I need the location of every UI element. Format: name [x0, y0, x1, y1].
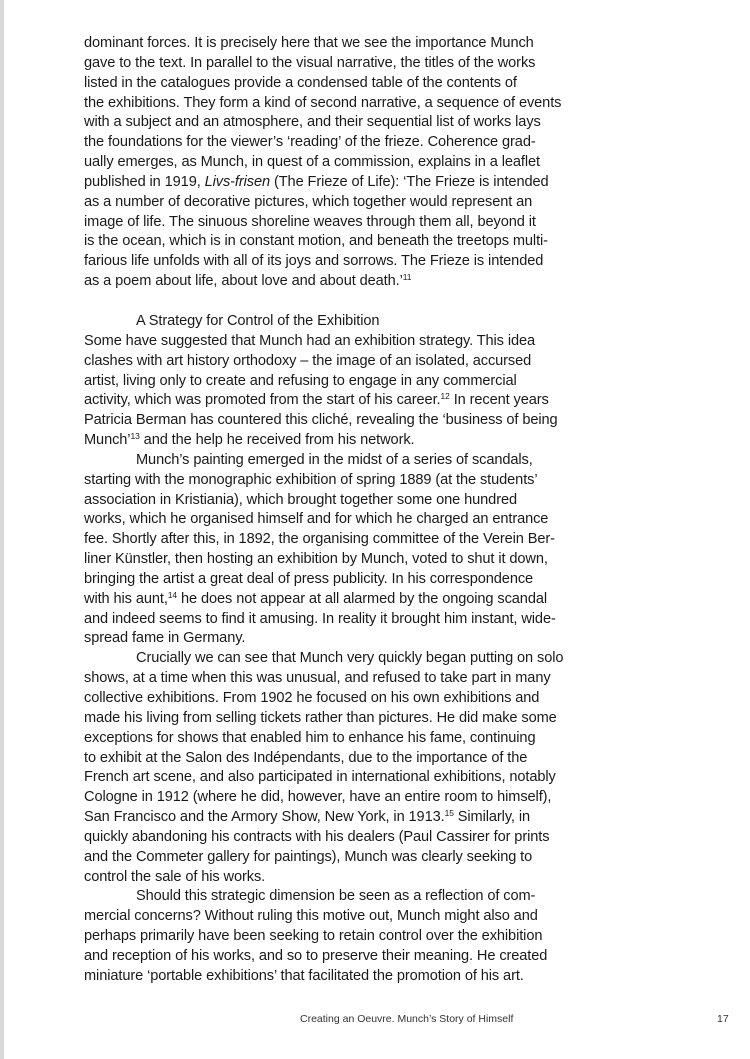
footnote-ref: 15 [444, 808, 454, 819]
text-line: control the sale of his works. [84, 868, 266, 885]
text-line: fee. Shortly after this, in 1892, the organising committee of the Verein Ber- [84, 531, 555, 548]
text-line: gave to the text. In parallel to the visual narrative, the titles of the works [84, 54, 536, 71]
text-line: is the ocean, which is in constant motion, and beneath the treetops multi- [84, 233, 548, 250]
text-line: to exhibit at the Salon des Indépendants, due to the importance of the [84, 749, 528, 766]
body-text [84, 34, 624, 987]
text-run: Similarly, in [453, 809, 530, 826]
text-line: dominant forces. It is precisely here that we see the importance Munch [84, 35, 534, 51]
text-line: ually emerges, as Munch, in quest of a commission, explains in a leaflet [84, 154, 540, 171]
footnote-ref: 11 [402, 272, 412, 283]
text-run: San Francisco and the Armory Show, New York, in 1913. [84, 809, 445, 826]
text-line: perhaps primarily have been seeking to retain control over the exhibition [84, 928, 543, 945]
text-line: collective exhibitions. From 1902 he focused on his own exhibitions and [84, 690, 540, 706]
text-line: Crucially we can see that Munch very quickly began putting on solo [136, 650, 564, 667]
text-line: liner Künstler, then hosting an exhibition by Munch, voted to shut it down, [84, 551, 548, 568]
text-line: Cologne in 1912 (where he did, however, have an entire room to himself), [84, 789, 552, 806]
text-line: the exhibitions. They form a kind of second narrative, a sequence of events [84, 94, 562, 111]
text-line: bringing the artist a great deal of press publicity. In his correspondence [84, 570, 534, 587]
page-number: 17 [717, 1013, 729, 1025]
text-run: with his aunt, [84, 590, 168, 607]
text-line: and the Commeter gallery for paintings), Munch was clearly seeking to [84, 848, 533, 865]
footnote-ref: 13 [130, 431, 140, 442]
text-line: starting with the monographic exhibition of spring 1889 (at the students’ [84, 471, 538, 488]
text-line: and indeed seems to find it amusing. In reality it brought him instant, wide- [84, 610, 556, 627]
text-run: (The Frieze of Life): ‘The Frieze is intended [270, 173, 549, 190]
footnote-ref: 12 [440, 391, 450, 402]
text-line: works, which he organised himself and for which he charged an entrance [84, 511, 549, 528]
text-run: In recent years [449, 392, 549, 409]
text-line: and reception of his works, and so to preserve their meaning. He created [84, 947, 548, 964]
text-line: artist, living only to create and refusing to engage in any commercial [84, 372, 517, 389]
text-line: as a number of decorative pictures, which together would represent an [84, 193, 533, 210]
text-line: exceptions for shows that enabled him to enhance his fame, continuing [84, 729, 536, 746]
text-line [84, 808, 624, 828]
text-line: French art scene, and also participated in international exhibitions, notably [84, 769, 556, 786]
text-line: farious life unfolds with all of its joys and sorrows. The Frieze is intended [84, 253, 544, 270]
text-line: image of life. The sinuous shoreline weaves through them all, beyond it [84, 213, 536, 230]
text-line: spread fame in Germany. [84, 630, 246, 647]
text-line: quickly abandoning his contracts with his dealers (Paul Cassirer for prints [84, 828, 550, 845]
text-line: made his living from selling tickets rather than pictures. He did make some [84, 709, 557, 726]
text-run: he does not appear at all alarmed by the ongoing scandal [177, 590, 547, 607]
text-line [84, 590, 624, 610]
text-line [84, 391, 624, 411]
text-line [84, 173, 624, 193]
running-footer-title: Creating an Oeuvre. Munch’s Story of Himself [300, 1013, 514, 1025]
text-run: as a poem about life, about love and about death.’ [84, 273, 403, 290]
text-line [84, 272, 624, 292]
page-edge [0, 0, 4, 1059]
text-line: Patricia Berman has countered this cliché, revealing the ‘business of being [84, 412, 558, 429]
text-line: Munch’s painting emerged in the midst of a series of scandals, [136, 451, 533, 468]
text-line: the foundations for the viewer’s ‘reading’ of the frieze. Coherence grad- [84, 134, 536, 151]
text-run: activity, which was promoted from the start of his career. [84, 392, 441, 409]
text-line: mercial concerns? Without ruling this motive out, Munch might also and [84, 908, 538, 925]
text-line [84, 431, 624, 451]
text-line: miniature ‘portable exhibitions’ that facilitated the promotion of his art. [84, 967, 524, 984]
text-line: clashes with art history orthodoxy – the image of an isolated, accursed [84, 352, 532, 369]
text-line: association in Kristiania), which brought together some one hundred [84, 491, 517, 508]
text-line: with a subject and an atmosphere, and their sequential list of works lays [84, 114, 541, 131]
text-run: and the help he received from his network. [139, 432, 415, 449]
footnote-ref: 14 [167, 589, 178, 600]
text-run: Munch’ [84, 432, 131, 449]
text-line: listed in the catalogues provide a condensed table of the contents of [84, 74, 517, 91]
text-line: shows, at a time when this was unusual, and refused to take part in many [84, 670, 551, 687]
italic-title: Livs-frisen [204, 173, 271, 190]
text-run: published in 1919, [84, 173, 205, 190]
text-line: Should this strategic dimension be seen as a reflection of com- [136, 888, 536, 905]
section-heading: A Strategy for Control of the Exhibition [136, 312, 380, 329]
text-line: Some have suggested that Munch had an exhibition strategy. This idea [84, 332, 536, 349]
